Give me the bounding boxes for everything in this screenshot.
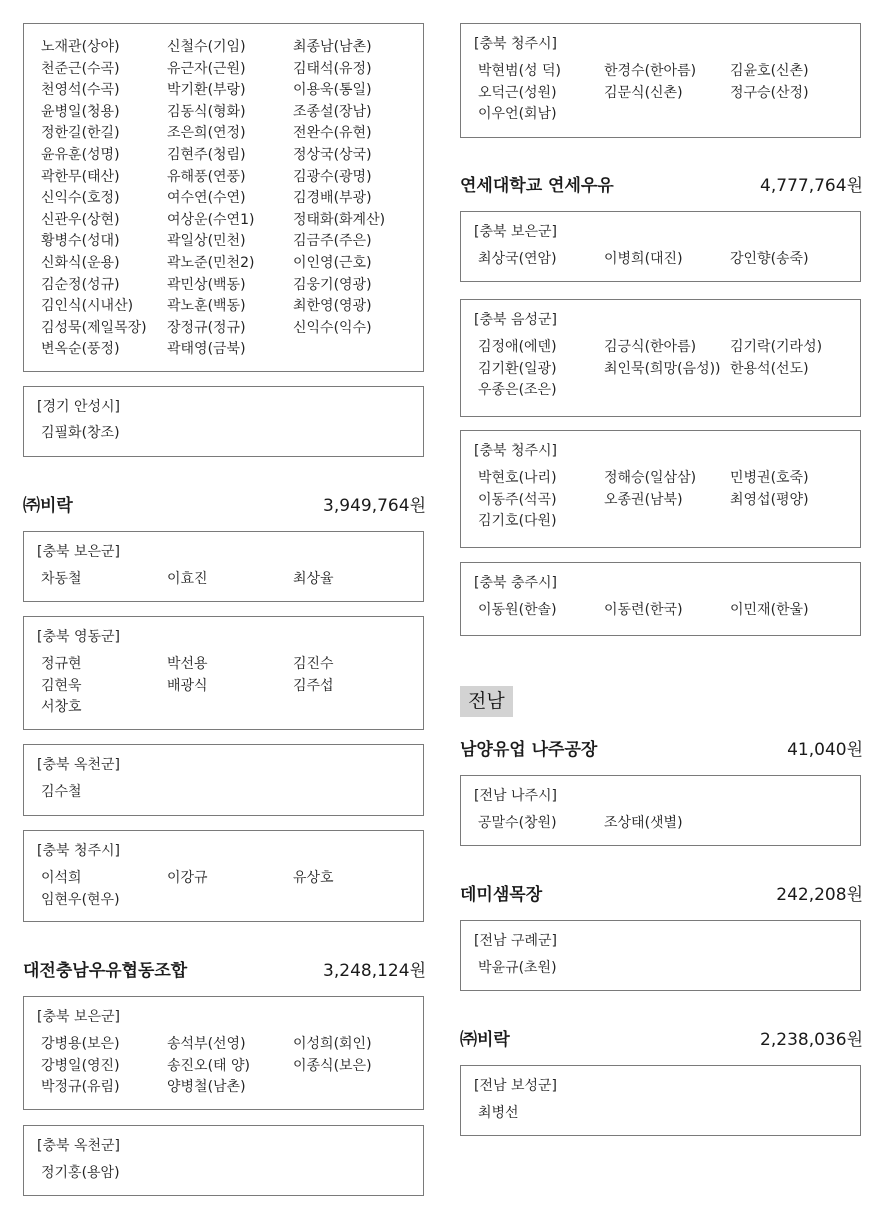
donor-name: 정상국(상국) [293,146,372,163]
donor-box-8 [23,1125,424,1196]
donor-name: 강인향(송죽) [730,251,809,267]
donor-name: 곽일상(민천) [167,233,246,250]
donor-name: 박윤규(초원) [478,960,557,976]
donor-name: 한경수(한아름) [604,63,697,79]
name-grid [41,1034,419,1099]
donor-name: 이석희 [41,870,82,886]
donor-box-1 [23,23,424,372]
company-name: 남양유업 나주공장 [460,740,598,760]
donor-box-1 [460,23,861,138]
donor-name: 오종권(남북) [604,491,683,508]
donation-amount: 41,040원 [787,740,863,760]
donation-amount: 3,248,124원 [323,961,426,981]
donor-name: 정해승(일삼삼) [604,470,697,486]
donor-name: 곽민상(백동) [167,276,246,293]
donor-box-3 [23,531,424,602]
donor-name: 김수철 [41,784,82,800]
region-label: [경기 안성시] [37,399,120,415]
donor-name: 김진수 [293,656,334,672]
region-label: [충북 영동군] [37,629,120,645]
donor-name: 신익수(익수) [293,319,372,336]
company-name: 데미샘목장 [460,885,543,905]
region-label: [충북 청주시] [474,36,557,52]
donor-name: 이민재(한울) [730,602,809,618]
donor-name: 정구승(산정) [730,84,809,101]
donor-name: 최한영(영광) [293,298,372,315]
company-heading [460,738,863,762]
donor-name: 송석부(선영) [167,1036,246,1052]
company-name: ㈜비락 [460,1030,510,1050]
name-grid [478,958,856,980]
donor-name: 민병권(호죽) [730,470,809,486]
donor-name: 이인영(근호) [293,254,372,271]
donor-name: 양병철(남촌) [167,1079,246,1096]
name-grid [41,423,419,445]
section-tag: 전남 [460,686,513,717]
donor-name: 최종남(남촌) [293,39,372,55]
donor-box-4 [23,616,424,730]
donor-name: 김인식(시내산) [41,298,134,315]
donor-name: 윤유훈(성명) [41,146,120,163]
donor-name: 이효진 [167,571,208,587]
donor-name: 천영석(수곡) [41,82,120,99]
donor-name: 김정애(에덴) [478,339,557,355]
region-label: [전남 보성군] [474,1078,557,1094]
region-label: [충북 보은군] [474,224,557,240]
donor-name: 이동원(한솔) [478,602,557,618]
donor-name: 곽노훈(백동) [167,298,246,315]
name-grid [478,337,856,402]
donor-name: 최상국(연암) [478,251,557,267]
donor-name: 신익수(호정) [41,190,120,207]
donor-name: 김현욱 [41,677,82,694]
name-grid [478,468,856,533]
donor-name: 유근자(근원) [167,60,246,77]
donor-name: 오덕근(성원) [478,84,557,101]
company-name: ㈜비락 [23,496,73,516]
donor-name: 이병희(대진) [604,251,683,267]
donor-box-6 [23,830,424,922]
donor-box-7 [23,996,424,1110]
donor-box-2 [460,211,861,282]
donor-name: 여수연(수연) [167,190,246,207]
donor-name: 최상율 [293,571,334,587]
donor-name: 김성묵(제일목장) [41,319,147,336]
donor-name: 공말수(창원) [478,815,557,831]
donor-name: 강병용(보은) [41,1036,120,1052]
donor-name: 김기호(다원) [478,513,557,530]
region-label: [충북 옥천군] [37,1138,120,1154]
donation-amount: 242,208원 [776,885,863,905]
donor-name: 김금주(주은) [293,233,372,250]
donor-name: 변옥순(풍정) [41,341,120,358]
donor-name: 김순정(성규) [41,276,120,293]
donor-name: 전완수(유현) [293,125,372,142]
donor-name: 곽태영(금북) [167,341,246,358]
region-label: [충북 청주시] [474,443,557,459]
donor-box-5 [23,744,424,816]
region-label: [충북 보은군] [37,1009,120,1025]
donor-name: 김윤호(신촌) [730,63,809,79]
donor-name: 박정규(유림) [41,1079,120,1096]
donor-box-6 [460,775,861,846]
company-heading [460,1028,863,1052]
donor-name: 이우언(회남) [478,106,557,123]
donor-name: 이용욱(통일) [293,82,372,99]
donation-amount: 4,777,764원 [760,176,863,196]
company-heading [23,494,426,518]
donor-box-5 [460,562,861,636]
donor-name: 김필화(창조) [41,425,120,441]
name-grid [41,782,419,804]
donor-name: 정기홍(용암) [41,1165,120,1181]
region-label: [충북 청주시] [37,843,120,859]
donor-name: 김문식(신촌) [604,84,683,101]
donor-name: 노재관(상야) [41,39,120,55]
name-grid [41,654,419,719]
donor-name: 차동철 [41,571,82,587]
donor-name: 곽노준(민천2) [167,254,255,271]
donor-name: 이성희(회인) [293,1036,372,1052]
donor-name: 김주섭 [293,677,334,694]
donor-name: 이강규 [167,870,208,886]
donor-name: 최영섭(평양) [730,491,809,508]
company-name: 연세대학교 연세우유 [460,176,614,196]
donor-name: 천준근(수곡) [41,60,120,77]
donor-name: 김경배(부광) [293,190,372,207]
donor-name: 정태화(화계산) [293,211,386,228]
donor-name: 곽한무(태산) [41,168,120,185]
donor-name: 우종은(조은) [478,382,557,399]
donor-name: 유상호 [293,870,334,886]
donor-name: 정한길(한길) [41,125,120,142]
donor-name: 강병일(영진) [41,1057,120,1074]
donor-name: 김기환(일광) [478,360,557,377]
donor-box-3 [460,299,861,417]
name-grid [41,868,419,911]
donor-name: 김동식(형화) [167,103,246,120]
donor-name: 임현우(현우) [41,891,120,908]
region-label: [전남 나주시] [474,788,557,804]
donor-name: 정규현 [41,656,82,672]
donor-box-4 [460,430,861,548]
region-label: [충북 음성군] [474,312,557,328]
name-grid [478,1103,856,1125]
donation-amount: 3,949,764원 [323,496,426,516]
donor-name: 윤병일(청용) [41,103,120,120]
name-grid [478,813,856,835]
name-grid [478,249,856,271]
donor-name: 신관우(상현) [41,211,120,228]
region-label: [충북 보은군] [37,544,120,560]
donor-name: 박선용 [167,656,208,672]
name-grid [41,37,419,361]
donor-box-2 [23,386,424,457]
donor-name: 황병수(성대) [41,233,120,250]
donor-name: 최병선 [478,1105,519,1121]
donor-box-7 [460,920,861,991]
donor-name: 김긍식(한아름) [604,339,697,355]
donor-name: 신화식(운용) [41,254,120,271]
name-grid [41,1163,419,1185]
donor-name: 김태석(유정) [293,60,372,77]
donor-name: 최인묵(희망(음성)) [604,360,721,377]
region-label: [전남 구례군] [474,933,557,949]
donor-name: 장정규(정규) [167,319,246,336]
company-name: 대전충남우유협동조합 [23,961,188,981]
donor-name: 이동련(한국) [604,602,683,618]
donation-amount: 2,238,036원 [760,1030,863,1050]
region-label: [충북 옥천군] [37,757,120,773]
donor-name: 조은희(연정) [167,125,246,142]
donor-name: 김광수(광명) [293,168,372,185]
donor-name: 김기락(기라성) [730,339,823,355]
donor-name: 김현주(청림) [167,146,246,163]
region-label: [충북 충주시] [474,575,557,591]
donor-name: 박현범(성 덕) [478,63,561,79]
donor-name: 송진오(태 양) [167,1057,250,1074]
donor-name: 조상태(샛별) [604,815,683,831]
donor-name: 이동주(석곡) [478,491,557,508]
company-heading [460,174,863,198]
donor-name: 한용석(선도) [730,360,809,377]
donor-name: 여상운(수연1) [167,211,255,228]
donor-name: 서창호 [41,699,82,716]
name-grid [478,600,856,622]
donor-name: 이종식(보은) [293,1057,372,1074]
donor-box-8 [460,1065,861,1136]
company-heading [23,959,426,983]
donor-name: 신철수(기임) [167,39,246,55]
donor-name: 유해풍(연풍) [167,168,246,185]
name-grid [478,61,856,126]
donor-name: 김웅기(영광) [293,276,372,293]
company-heading [460,883,863,907]
name-grid [41,569,419,591]
donor-name: 박기환(부랑) [167,82,246,99]
donor-name: 조종설(장남) [293,103,372,120]
donor-name: 배광식 [167,677,208,694]
donor-name: 박현호(나리) [478,470,557,486]
